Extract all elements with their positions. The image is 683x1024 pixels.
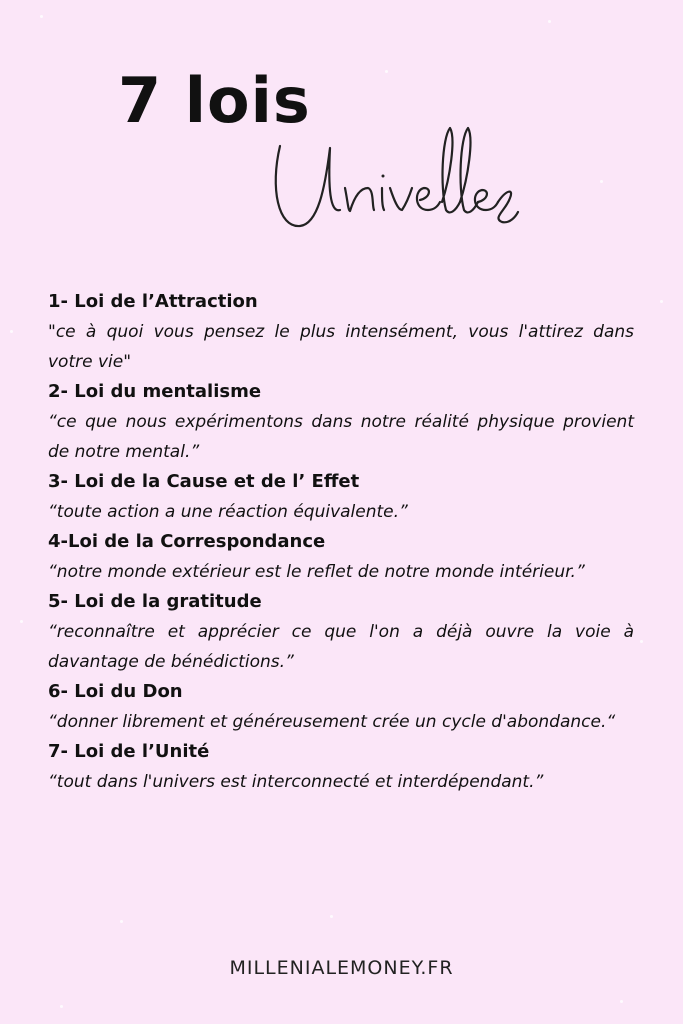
law-quote: “notre monde extérieur est le reflet de notre monde intérieur.” [48,562,585,582]
sparkle-dot [660,300,663,303]
law-heading: 2- Loi du mentalisme [48,381,262,402]
law-item [48,677,634,737]
law-quote: "ce à quoi vous pensez le plus intensément, vous l'attirez dans votre vie" [48,322,634,372]
sparkle-dot [548,20,551,23]
sparkle-dot [600,180,603,183]
law-heading: 4-Loi de la Correspondance [48,531,326,552]
sparkle-dot [385,70,388,73]
law-item [48,587,634,677]
page-title: 7 lois [118,64,311,137]
law-heading: 1- Loi de l’Attraction [48,291,258,312]
website-footer: MILLENIALEMONEY.FR [229,957,454,979]
laws-list [48,287,634,797]
sparkle-dot [20,620,23,623]
law-heading: 3- Loi de la Cause et de l’ Effet [48,471,360,492]
sparkle-dot [330,915,333,918]
law-item [48,467,634,527]
law-item [48,737,634,797]
sparkle-dot [40,15,43,18]
law-heading: 7- Loi de l’Unité [48,741,210,762]
sparkle-dot [640,640,643,643]
sparkle-dot [620,1000,623,1003]
law-quote: “donner librement et généreusement crée un cycle d'abondance.“ [48,712,616,732]
law-heading: 6- Loi du Don [48,681,183,702]
law-item [48,377,634,467]
script-subtitle [270,118,520,243]
law-item [48,287,634,377]
law-quote: “tout dans l'univers est interconnecté et interdépendant.” [48,772,544,792]
law-quote: “reconnaître et apprécier ce que l'on a déjà ouvre la voie à davantage de bénédictions.” [48,622,634,672]
law-quote: “toute action a une réaction équivalente.” [48,502,408,522]
law-quote: “ce que nous expérimentons dans notre réalité physique provient de notre mental.” [48,412,634,462]
law-item [48,527,634,587]
law-heading: 5- Loi de la gratitude [48,591,262,612]
sparkle-dot [120,920,123,923]
sparkle-dot [10,330,13,333]
sparkle-dot [60,1005,63,1008]
